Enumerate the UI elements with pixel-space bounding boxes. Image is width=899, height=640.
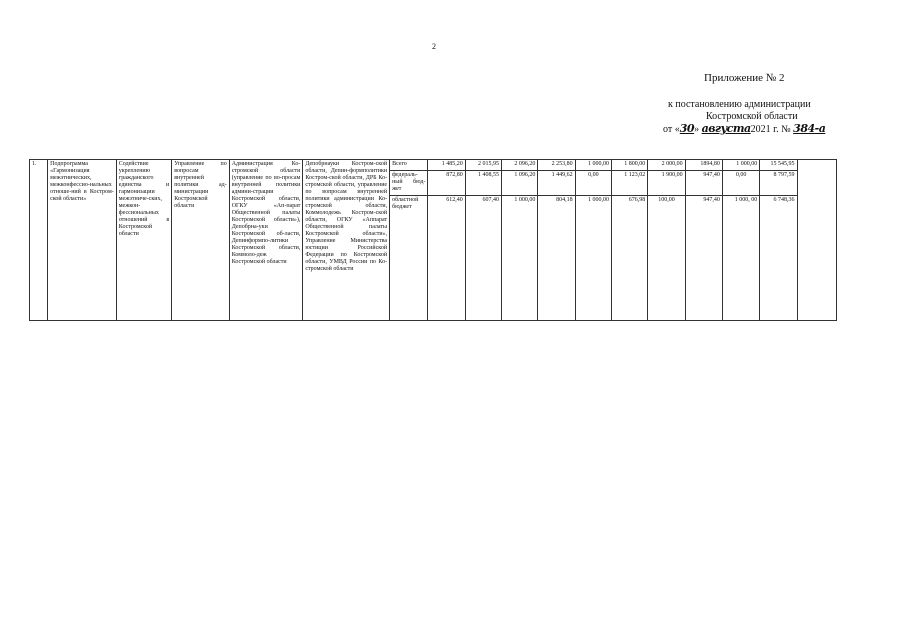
value-cell: 1 449,62	[538, 171, 575, 196]
value-cell: 1 096,20	[502, 171, 538, 196]
participants: Депобрнауки Костром-ской области, Депин-формполитики Костром-ской области, ДРБ Ко-стромской области, управление по вопросам внутренней политики администрации Ко-стромской области, Коммолодежь Костром-ской области, ОГКУ «Аппарат Общественной палаты Костромской области», Управление Министерства юстиции Российской Федерации по Костромской области, УМВД России по Ко-стромской области	[303, 160, 390, 321]
value-cell: 872,80	[428, 171, 465, 196]
program-table	[29, 159, 837, 321]
date-year: 2021 г. №	[750, 124, 794, 135]
resolution-line: к постановлению администрации	[668, 99, 811, 110]
date-mid: »	[694, 124, 702, 135]
value-total: 6 748,36	[760, 196, 797, 321]
value-cell: 1 000, 00	[722, 196, 759, 321]
appendix-title: Приложение № 2	[704, 72, 785, 84]
doc-number-handwritten: 384-а	[793, 122, 826, 135]
subprogram-name: Подпрограмма «Гармонизация межэтнических, межконфессио-нальных отноше-ний в Костром-ской области»	[48, 160, 117, 321]
row-index: 1.	[30, 160, 48, 321]
source-total: Всего	[390, 160, 428, 171]
value-cell: 676,98	[611, 196, 647, 321]
source-regional: областной бюджет	[390, 196, 428, 321]
date-day-handwritten: 30	[679, 122, 695, 135]
value-cell: 1 000,00	[722, 160, 759, 171]
empty-cell	[797, 160, 836, 321]
table-row	[30, 160, 837, 171]
value-total: 8 797,59	[760, 171, 797, 196]
value-cell: 607,40	[465, 196, 501, 321]
region-line: Костромской области	[706, 111, 798, 122]
value-cell: 1 000,00	[575, 160, 611, 171]
value-total: 15 545,95	[760, 160, 797, 171]
source-federal: федераль-ный бюд-жет	[390, 171, 428, 196]
value-cell: 0,00	[722, 171, 759, 196]
date-month-handwritten: августа	[701, 122, 751, 135]
page-number: 2	[432, 42, 436, 51]
value-cell: 804,18	[538, 196, 575, 321]
value-cell: 1894,80	[685, 160, 722, 171]
value-cell: 1 900,00	[648, 171, 685, 196]
value-cell: 2 253,80	[538, 160, 575, 171]
value-cell: 947,40	[685, 196, 722, 321]
value-cell: 612,40	[428, 196, 465, 321]
value-cell: 1 000,00	[502, 196, 538, 321]
value-cell: 1 800,00	[611, 160, 647, 171]
date-line	[663, 123, 825, 136]
value-cell: 1 408,55	[465, 171, 501, 196]
responsible-executor: Управление по вопросам внутренней политики ад-министрации Костромской области	[172, 160, 229, 321]
value-cell: 947,40	[685, 171, 722, 196]
value-cell: 0,00	[575, 171, 611, 196]
value-cell: 100,00	[648, 196, 685, 321]
value-cell: 1 000,00	[575, 196, 611, 321]
value-cell: 1 485,20	[428, 160, 465, 171]
subprogram-goal: Содействие укреплению гражданского единства и гармонизации межэтниче-ских, межкон-фессиональных отношений в Костромской области	[116, 160, 171, 321]
value-cell: 2 015,95	[465, 160, 501, 171]
value-cell: 2 000,00	[648, 160, 685, 171]
co-executors: Администрация Ко-стромской области (управление по во-просам внутренней политики админи-страции Костромской области, ОГКУ «Ап-парат Общественной палаты Костромской области»), Депобрна-уки Костромской об-ласти, Депинформпо-литики Костромской области, Коммоло-деж Костромской области	[229, 160, 303, 321]
value-cell: 1 123,02	[611, 171, 647, 196]
value-cell: 2 096,20	[502, 160, 538, 171]
date-prefix: от «	[663, 124, 680, 135]
